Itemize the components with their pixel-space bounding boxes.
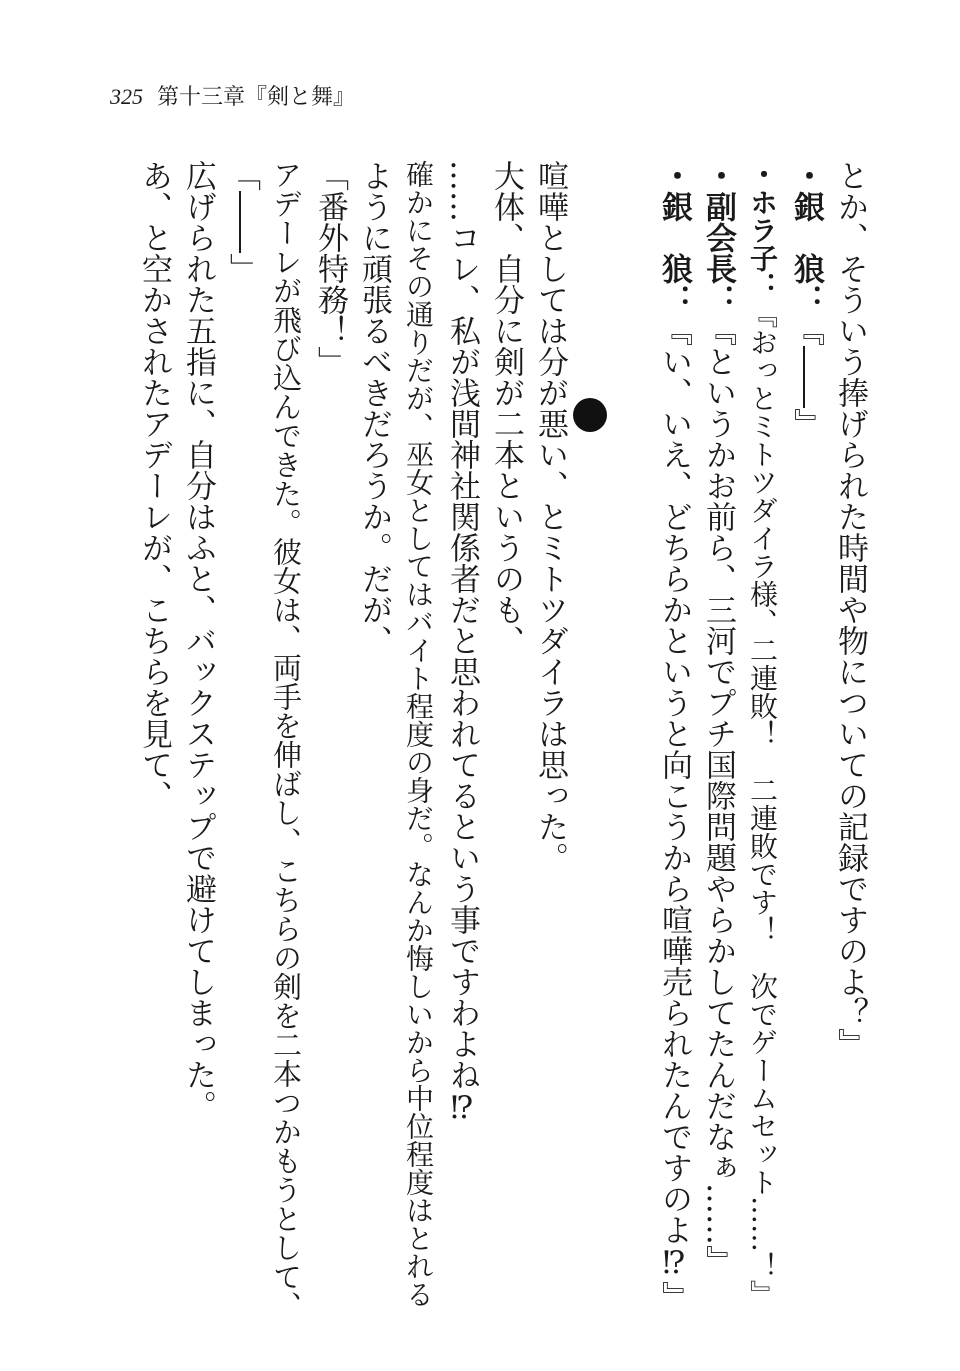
text-line: とか、そういう捧げられた時間や物についての記録ですのよ？』 xyxy=(832,160,868,1059)
utterance: 『――』 xyxy=(788,315,824,439)
speaker-label: ・副会長： xyxy=(700,160,736,315)
chapter-title: 第十三章『剣と舞』 xyxy=(157,85,356,110)
text-line: 喧嘩としては分が悪い、とミトツダイラは思った。 xyxy=(532,160,568,873)
dialogue-line xyxy=(698,160,738,1340)
utterance: 『い、いえ、どちらかというと向こうから喧嘩売られたんですのよ⁉』 xyxy=(656,315,692,1312)
text-line: 確かにその通りだが、巫女としてはバイト程度の身だ。なんか悔しいから中位程度はとれる xyxy=(402,160,435,1308)
speaker-label: ・ホラ子： xyxy=(746,160,779,300)
text-line: アデーレが飛び込んできた。彼女は、両手を伸ばし、こちらの剣を二本つかもうとして、 xyxy=(269,160,303,1320)
speaker-label: ・銀 狼： xyxy=(656,160,692,315)
dialogue-line xyxy=(786,160,826,1340)
section-break-dot xyxy=(573,398,607,432)
utterance: 『おっとミトツダイラ様、二連敗！ 二連敗です！ 次でゲームセット……！』 xyxy=(746,300,779,1308)
text-line: ように頑張るべきだろうか。だが、 xyxy=(356,160,392,656)
dialogue-line xyxy=(654,160,694,1340)
text-line: 「――」 xyxy=(224,160,260,284)
utterance: 『というかお前ら、三河でプチ国際問題やらかしてたんだなぁ……』 xyxy=(700,315,736,1276)
speaker-label: ・銀 狼： xyxy=(788,160,824,315)
dialogue-line xyxy=(742,160,782,1340)
text-line: あ、と空かされたアデーレが、こちらを見て、 xyxy=(136,160,172,811)
text-line: 「番外特務！」 xyxy=(312,160,348,377)
text-line: 大体、自分に剣が二本というのも、 xyxy=(488,160,524,656)
text-line: 広げられた五指に、自分はふと、バックステップで避けてしまった。 xyxy=(180,160,216,1121)
text-columns xyxy=(110,160,870,1340)
page-number: 325 xyxy=(110,84,143,109)
text-line: ……コレ、私が浅間神社関係者だと思われてるという事ですわよね⁉ xyxy=(444,160,480,1126)
running-header xyxy=(110,82,355,112)
